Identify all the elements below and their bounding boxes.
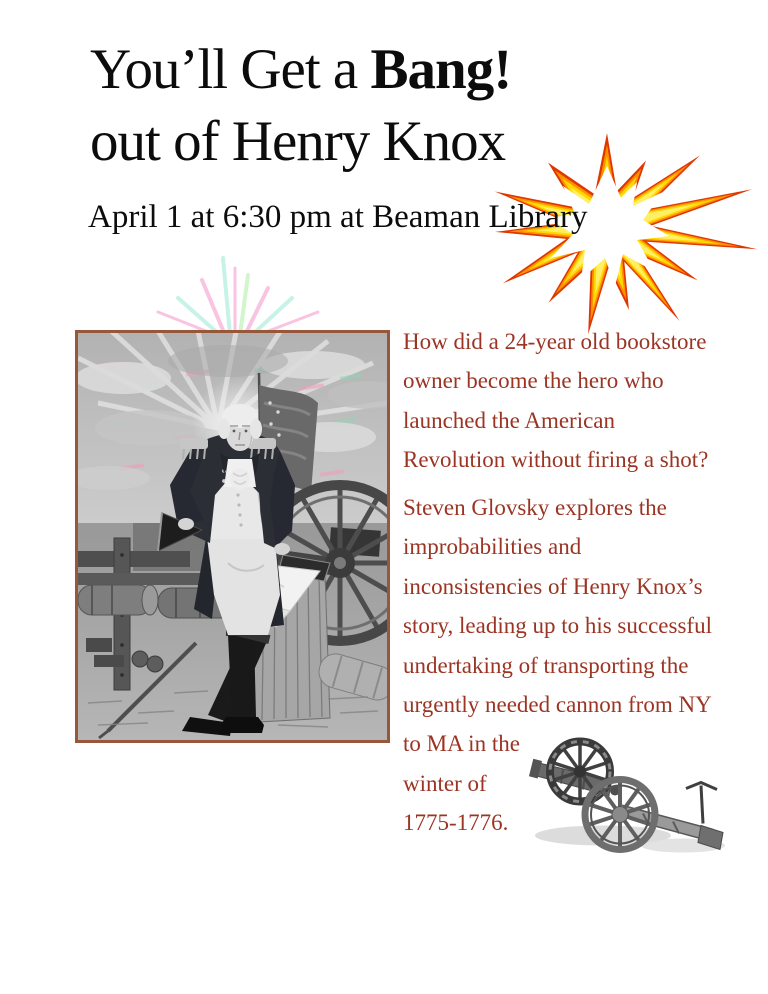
- glow-rays-artifact: [140, 250, 340, 335]
- page-title: [90, 34, 511, 178]
- title-line-1: [90, 34, 511, 106]
- text-line: improbabilities and: [403, 534, 582, 560]
- text-line: Steven Glovsky explores the: [403, 495, 667, 520]
- text-line: winter of: [403, 770, 487, 796]
- intro-paragraph: [403, 322, 708, 480]
- text-line: Revolution without firing a shot?: [403, 447, 709, 473]
- text-line: 1775-1776.: [403, 810, 509, 836]
- text-line: owner become the hero who: [403, 368, 664, 394]
- henry-knox-portrait-frame: [75, 330, 390, 743]
- text-line: to MA in the: [403, 731, 520, 757]
- text-line: undertaking of transporting the: [403, 652, 689, 678]
- text-line: How did a 24-year old bookstore: [403, 329, 707, 354]
- text-line: inconsistencies of Henry Knox’s: [403, 573, 703, 599]
- title-line1-bold: Bang!: [370, 38, 512, 101]
- text-line: launched the American: [403, 407, 616, 433]
- event-subtitle: April 1 at 6:30 pm at Beaman Library: [88, 199, 588, 235]
- title-line-2: out of Henry Knox: [90, 110, 506, 173]
- title-line1-regular: You’ll Get a: [90, 38, 371, 101]
- text-line: urgently needed cannon from NY: [403, 691, 712, 717]
- text-line: story, leading up to his successful: [403, 613, 712, 639]
- henry-knox-engraving-image: [78, 333, 387, 740]
- cannon-illustration: [523, 728, 738, 866]
